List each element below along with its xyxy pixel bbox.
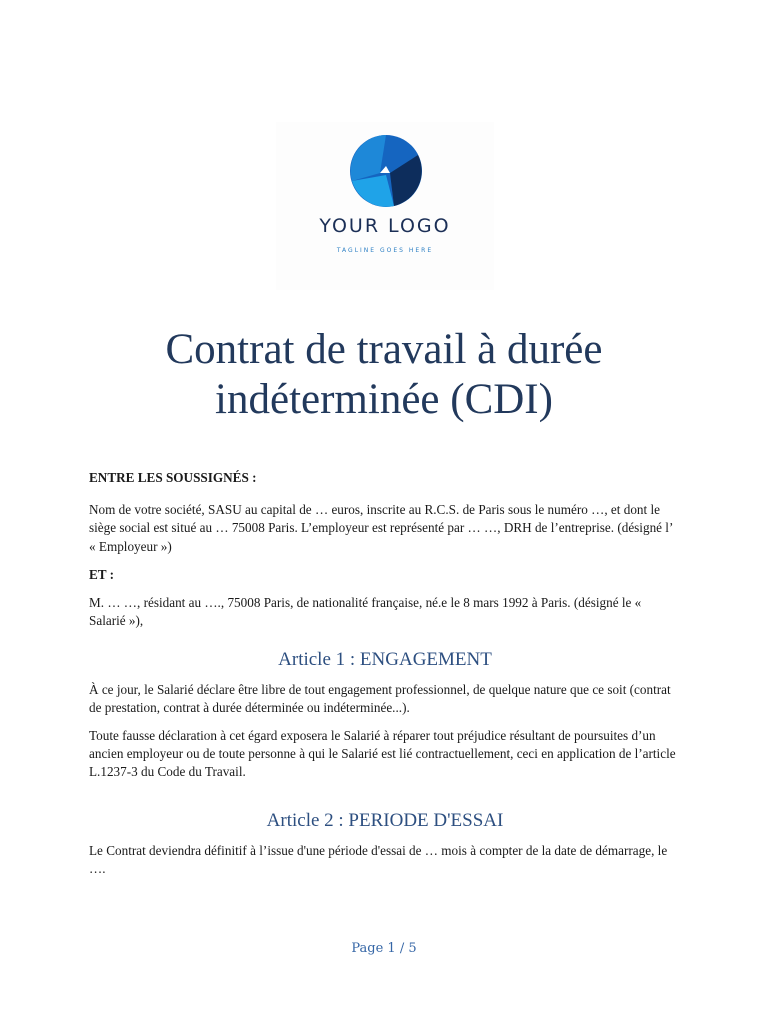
parties-label: ENTRE LES SOUSSIGNÉS : [89,470,257,485]
article-2-paragraph-1: Le Contrat deviendra définitif à l’issue d'une période d'essai de … mois à compter de la date de démarrage, le …. [89,842,668,877]
and-label: ET : [89,566,115,582]
employee-paragraph: M. … …, résidant au …., 75008 Paris, de nationalité française, né.e le 8 mars 1992 à Paris. (désigné le « Salarié »), [89,595,642,629]
document-body [89,469,681,878]
logo-tagline: TAGLINE GOES HERE [336,247,434,254]
company-logo [276,122,494,290]
article-2-heading: Article 2 : PERIODE D'ESSAI [266,809,504,831]
employer-paragraph: Nom de votre société, SASU au capital de … euros, inscrite au R.C.S. de Paris sous le numéro …, et dont le siège social est situé au … 75008 Paris. L’employeur est représenté par … …, DRH de l’entreprise. (désigné l’ « Employeur ») [89,502,673,554]
article-1-paragraph-1: À ce jour, le Salarié déclare être libre de tout engagement professionnel, de quelque nature que ce soit (contrat de prestation, contrat à durée déterminée ou indéterminée...). [89,681,671,715]
article-1-paragraph-2: Toute fausse déclaration à cet égard exposera le Salarié à réparer tout préjudice résultant de poursuites d’un ancien employeur ou de toute personne à qui le Salarié est lié contractuellement, ceci en application de l’article L.1237-3 du Code du Travail. [89,728,676,780]
document-title-line-2: indéterminée (CDI) [215,376,553,423]
article-1-heading: Article 1 : ENGAGEMENT [278,649,492,671]
logo-text: YOUR LOGO [319,215,451,237]
document-title [90,325,678,425]
logo-mark-icon [350,135,422,207]
page-number: Page 1 / 5 [351,941,417,956]
document-title-line-1: Contrat de travail à durée [165,326,603,373]
